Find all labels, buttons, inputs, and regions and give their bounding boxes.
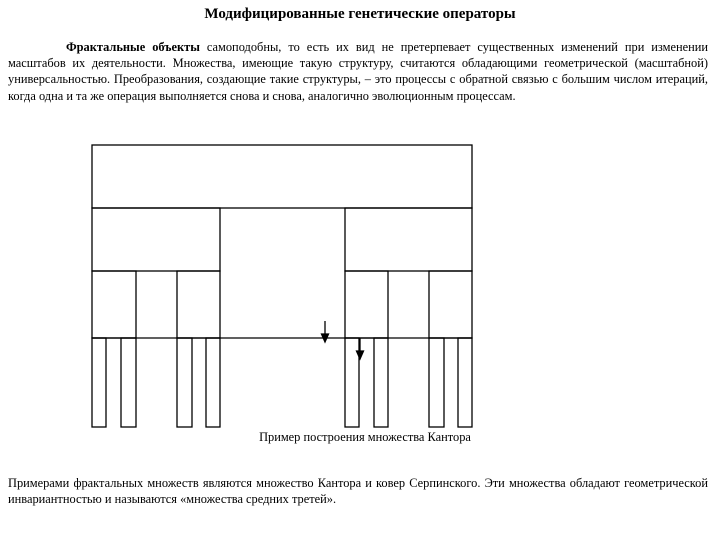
cantor-level-3 <box>429 338 444 427</box>
intro-text: самоподобны, то есть их вид не претерпевает существенных изменений при изменении масштабов их деятельности. Множества, имеющие такую структуру, считаются обладающими геометрической (масштабной) универсальностью. Преобразования, создающие такие структуры, – это процессы с обратной связью с большим числом итераций, когда одна и та же операция выполняется снова и снова, аналогично эволюционным процессам. <box>8 40 709 103</box>
conclusion-paragraph: Примерами фрактальных множеств являются множество Кантора и ковер Серпинского. Эти множества обладают геометрической инвариантностью и называются «множества средних третей». <box>8 476 708 507</box>
cantor-level-3 <box>177 338 192 427</box>
fractal-term: Фрактальные объекты <box>66 40 200 54</box>
cantor-level-1-right <box>345 208 472 271</box>
cantor-level-1-left <box>92 208 220 271</box>
figure-caption: Пример построения множества Кантора <box>259 430 471 444</box>
cantor-level-2-b <box>177 271 220 338</box>
cantor-level-2-d <box>429 271 472 338</box>
cantor-level-3 <box>374 338 388 427</box>
cantor-level-0 <box>92 145 472 208</box>
cantor-level-2-c <box>345 271 388 338</box>
cantor-level-2-a <box>92 271 136 338</box>
cantor-level-3 <box>121 338 136 427</box>
arrow-head-2 <box>357 351 364 359</box>
cantor-level-3 <box>206 338 220 427</box>
cantor-level-3 <box>458 338 472 427</box>
arrow-head-1 <box>322 334 329 342</box>
cantor-level-3 <box>92 338 106 427</box>
page-title: Модифицированные генетические операторы <box>204 6 516 22</box>
